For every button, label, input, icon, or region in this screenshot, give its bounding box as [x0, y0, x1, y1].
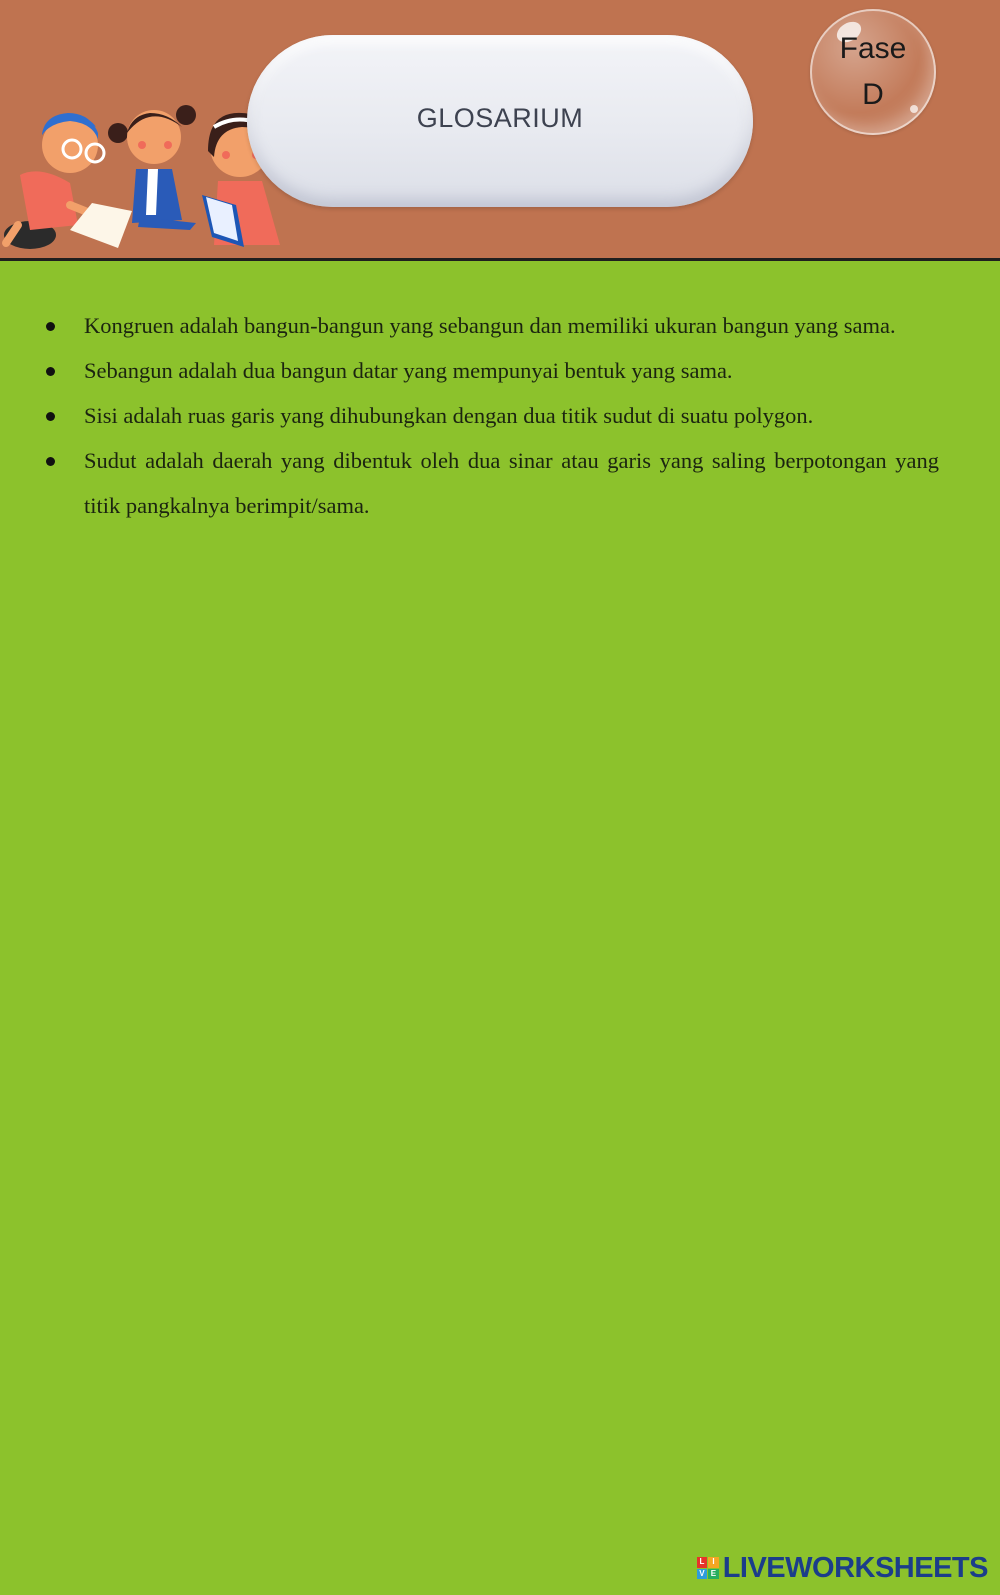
- bullet-icon: [46, 457, 55, 466]
- glossary-content: [42, 303, 939, 528]
- title-banner: [247, 35, 753, 207]
- glossary-item: [42, 348, 939, 393]
- glossary-item: [42, 303, 939, 348]
- bullet-icon: [46, 322, 55, 331]
- page-title: GLOSARIUM: [416, 103, 584, 133]
- phase-label: Fase: [839, 32, 907, 65]
- glossary-item: [42, 438, 939, 528]
- glossary-text: Sudut adalah daerah yang dibentuk oleh dua sinar atau garis yang saling berpotongan yang titik pangkalnya berimpit/sama.: [84, 448, 939, 518]
- bullet-icon: [46, 367, 55, 376]
- page-header: [0, 0, 1000, 261]
- glossary-text: Sebangun adalah dua bangun datar yang mempunyai bentuk yang sama.: [84, 358, 733, 383]
- logo-text: LIVEWORKSHEETS: [722, 1551, 988, 1584]
- liveworksheets-logo[interactable]: [697, 1553, 988, 1583]
- glossary-list: [42, 303, 939, 528]
- glossary-text: Kongruen adalah bangun-bangun yang sebangun dan memiliki ukuran bangun yang sama.: [84, 313, 896, 338]
- glossary-item: [42, 393, 939, 438]
- phase-value: D: [862, 78, 884, 111]
- liveworksheets-logo-icon: L I V E: [697, 1557, 719, 1579]
- bullet-icon: [46, 412, 55, 421]
- glossary-text: Sisi adalah ruas garis yang dihubungkan dengan dua titik sudut di suatu polygon.: [84, 403, 814, 428]
- phase-badge: [810, 9, 936, 135]
